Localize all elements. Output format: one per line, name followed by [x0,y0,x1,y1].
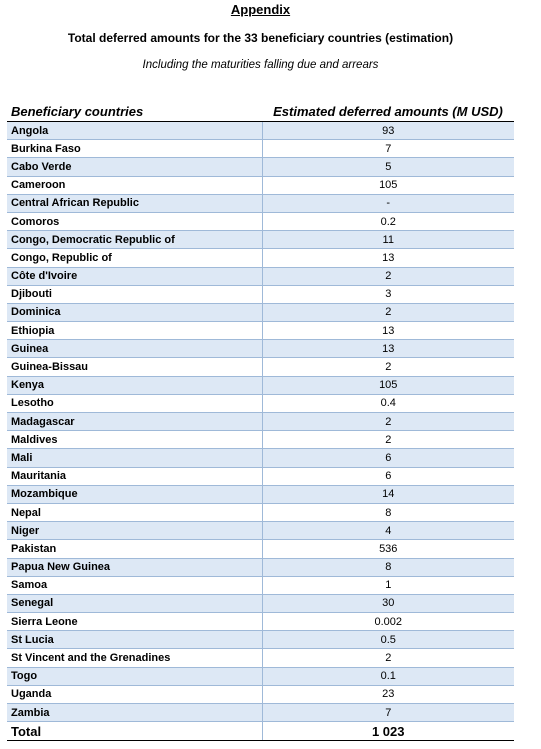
table-row [7,613,514,631]
country-cell: Samoa [7,576,262,594]
table-row [7,667,514,685]
amount-cell: 2 [262,267,514,285]
country-cell: Niger [7,522,262,540]
country-cell: St Vincent and the Grenadines [7,649,262,667]
table-row [7,431,514,449]
amount-cell: 7 [262,704,514,722]
amount-cell: 105 [262,376,514,394]
country-cell: Comoros [7,212,262,230]
country-cell: Angola [7,122,262,140]
table-row [7,140,514,158]
country-cell: Congo, Republic of [7,249,262,267]
amount-cell: 6 [262,467,514,485]
table-row [7,485,514,503]
country-cell: Maldives [7,431,262,449]
table-row [7,194,514,212]
table-body [7,122,514,722]
table-row [7,631,514,649]
table-row [7,322,514,340]
table-row [7,176,514,194]
table-row [7,340,514,358]
amount-cell: 105 [262,176,514,194]
amount-cell: 13 [262,249,514,267]
country-cell: Ethiopia [7,322,262,340]
total-amount: 1 023 [262,722,514,741]
country-cell: Mauritania [7,467,262,485]
amount-cell: 93 [262,122,514,140]
country-cell: Papua New Guinea [7,558,262,576]
country-cell: Cabo Verde [7,158,262,176]
table-row [7,303,514,321]
table-row [7,231,514,249]
table-row [7,594,514,612]
country-cell: Burkina Faso [7,140,262,158]
table-row [7,122,514,140]
table-row [7,394,514,412]
amount-cell: 8 [262,558,514,576]
amount-cell: 8 [262,503,514,521]
table-row [7,449,514,467]
table-row [7,285,514,303]
country-cell: Cameroon [7,176,262,194]
country-cell: Madagascar [7,413,262,431]
table-row [7,704,514,722]
table-subtitle: Total deferred amounts for the 33 beneficiary countries (estimation) [67,31,454,45]
country-cell: Djibouti [7,285,262,303]
table-row [7,558,514,576]
total-row [7,722,514,741]
country-cell: Dominica [7,303,262,321]
amount-cell: 2 [262,303,514,321]
country-cell: Mozambique [7,485,262,503]
amount-cell: 2 [262,649,514,667]
table-row [7,467,514,485]
country-cell: Kenya [7,376,262,394]
amount-cell: 13 [262,340,514,358]
amount-cell: 2 [262,431,514,449]
country-cell: Sierra Leone [7,613,262,631]
amount-cell: 0.2 [262,212,514,230]
country-cell: Nepal [7,503,262,521]
country-cell: Guinea [7,340,262,358]
country-cell: Central African Republic [7,194,262,212]
table-note: Including the maturities falling due and arrears [142,59,379,71]
amount-cell: 3 [262,285,514,303]
country-cell: Pakistan [7,540,262,558]
amount-cell: 536 [262,540,514,558]
column-header-amount: Estimated deferred amounts (M USD) [262,101,514,122]
table-row [7,376,514,394]
amount-cell: 2 [262,413,514,431]
country-cell: Guinea-Bissau [7,358,262,376]
country-cell: Zambia [7,704,262,722]
country-cell: Uganda [7,685,262,703]
amount-cell: 1 [262,576,514,594]
amount-cell: 0.4 [262,394,514,412]
table-row [7,158,514,176]
table-row [7,212,514,230]
table-row [7,267,514,285]
amount-cell: 30 [262,594,514,612]
deferred-amounts-table [7,101,514,741]
amount-cell: 14 [262,485,514,503]
amount-cell: 0.1 [262,667,514,685]
total-label: Total [7,722,262,741]
amount-cell: 4 [262,522,514,540]
country-cell: Côte d'Ivoire [7,267,262,285]
column-header-country: Beneficiary countries [7,101,262,122]
table-row [7,358,514,376]
amount-cell: - [262,194,514,212]
table-row [7,576,514,594]
country-cell: Senegal [7,594,262,612]
table-header-row [7,101,514,122]
country-cell: Lesotho [7,394,262,412]
table-row [7,685,514,703]
amount-cell: 0.5 [262,631,514,649]
table-row [7,249,514,267]
amount-cell: 6 [262,449,514,467]
table-row [7,413,514,431]
country-cell: St Lucia [7,631,262,649]
amount-cell: 7 [262,140,514,158]
table-row [7,540,514,558]
country-cell: Togo [7,667,262,685]
amount-cell: 0.002 [262,613,514,631]
table-row [7,503,514,521]
amount-cell: 5 [262,158,514,176]
amount-cell: 23 [262,685,514,703]
amount-cell: 13 [262,322,514,340]
amount-cell: 11 [262,231,514,249]
table-row [7,649,514,667]
country-cell: Mali [7,449,262,467]
table-row [7,522,514,540]
appendix-title: Appendix [230,2,291,17]
country-cell: Congo, Democratic Republic of [7,231,262,249]
amount-cell: 2 [262,358,514,376]
